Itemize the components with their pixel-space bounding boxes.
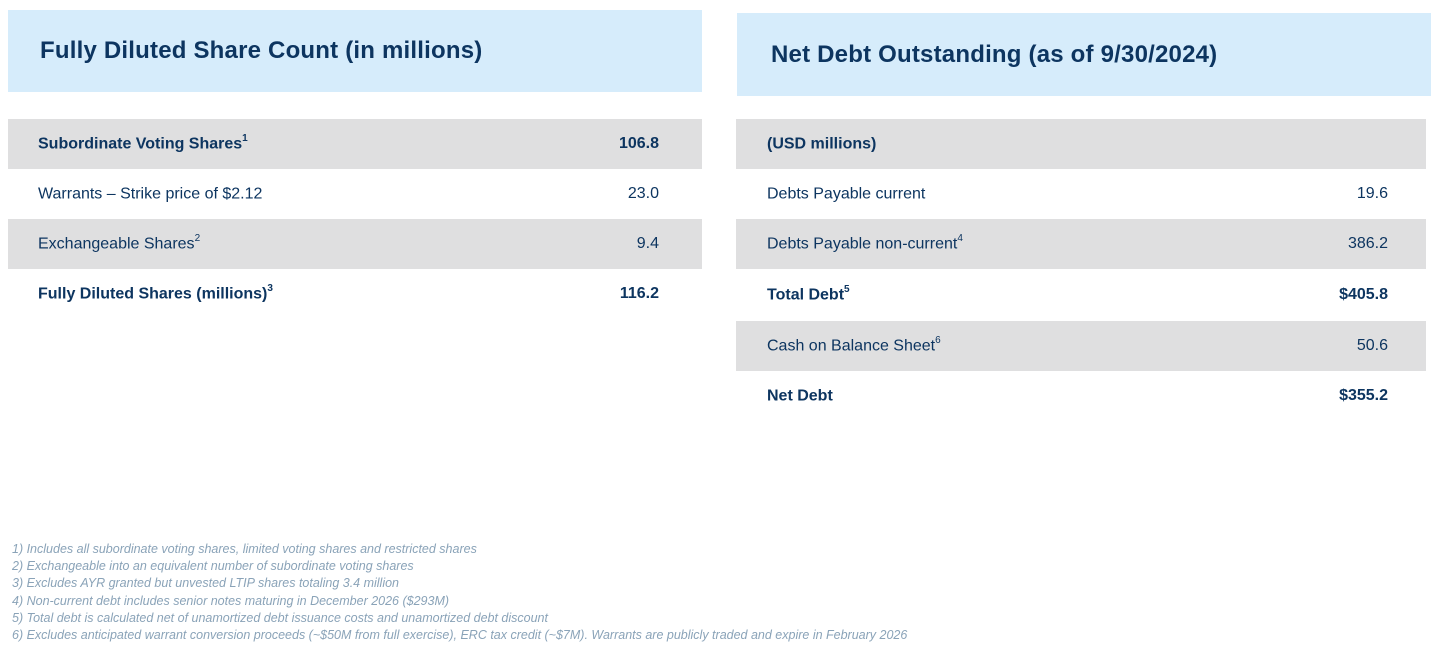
share-count-header	[8, 10, 702, 92]
row-label: Total Debt$^5$	[767, 284, 850, 304]
row-value: 116.2	[619, 285, 659, 302]
footnote: 6) Excludes anticipated warrant conversion proceeds (~$50M from full exercise), ERC tax credit (~$7M). Warrants are publicly traded and expire in February 2026	[12, 628, 908, 643]
footnote: 4) Non-current debt includes senior notes maturing in December 2026 ($293M)	[12, 593, 450, 608]
footnote: 3) Excludes AYR granted but unvested LTIP shares totaling 3.4 million	[12, 576, 400, 591]
row-label: Fully Diluted Shares (millions)$^3$	[38, 283, 273, 303]
row-label: Subordinate Voting Shares$^1$	[38, 133, 248, 153]
table-header-row	[736, 119, 1426, 169]
units-label: (USD millions)	[767, 135, 877, 153]
footnote: 2) Exchangeable into an equivalent number of subordinate voting shares	[12, 559, 414, 574]
row-value: $405.8	[1339, 286, 1388, 303]
net-debt-table	[736, 119, 1426, 421]
table-row	[736, 219, 1426, 269]
table-row	[736, 169, 1426, 219]
share-count-table	[8, 119, 702, 319]
row-value: 23.0	[627, 185, 659, 202]
row-label: Debts Payable current	[767, 185, 926, 203]
net-debt-title: Net Debt Outstanding (as of 9/30/2024)	[771, 40, 1218, 68]
row-value: 386.2	[1347, 235, 1388, 252]
table-row-total	[8, 269, 702, 319]
table-row	[8, 219, 702, 269]
footnotes	[12, 541, 907, 644]
row-label: Exchangeable Shares$^2$	[38, 233, 201, 253]
row-label: Warrants – Strike price of $2.12	[38, 185, 263, 203]
table-row-total	[736, 269, 1426, 321]
table-row	[736, 321, 1426, 371]
row-value: 9.4	[636, 235, 659, 252]
table-row	[8, 169, 702, 219]
net-debt-header	[737, 13, 1431, 96]
row-value: 50.6	[1356, 337, 1388, 354]
row-value: 19.6	[1356, 185, 1388, 202]
row-label: Debts Payable non-current$^4$	[767, 233, 963, 253]
table-row-net-debt	[736, 371, 1426, 421]
footnote: 1) Includes all subordinate voting shares, limited voting shares and restricted shares	[12, 542, 477, 556]
row-value: 106.8	[618, 135, 659, 152]
row-value: $355.2	[1339, 387, 1388, 404]
table-row	[8, 119, 702, 169]
share-count-title: Fully Diluted Share Count (in millions)	[40, 37, 483, 64]
footnote: 5) Total debt is calculated net of unamortized debt issuance costs and unamortized debt discount	[12, 610, 548, 625]
row-label: Cash on Balance Sheet$^6$	[767, 335, 941, 355]
row-label: Net Debt	[767, 387, 833, 405]
